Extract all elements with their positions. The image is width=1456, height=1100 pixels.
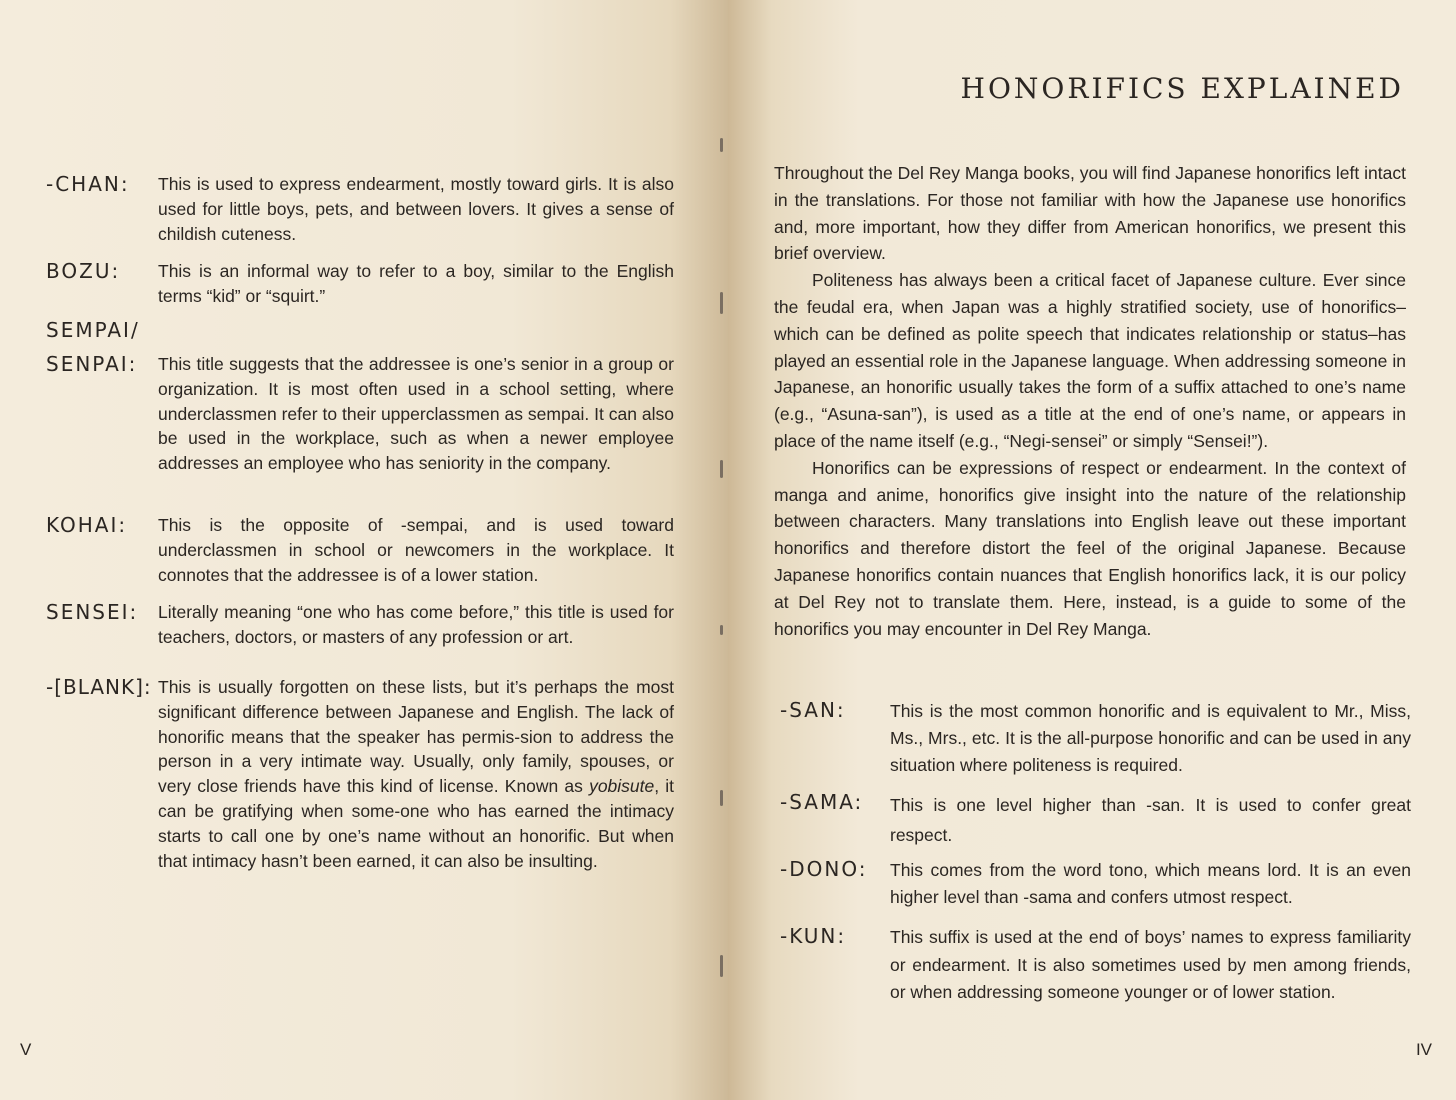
entry-term: -SAN: xyxy=(780,698,846,722)
entry-text-after: , it can be gratifying when some-one who has earned the intimacy starts to call one by one’s name without an honorific. But when that intimacy hasn’t been earned, it can also be insulting. xyxy=(158,776,675,871)
binding-stitch xyxy=(720,460,723,478)
entry-term: BOZU: xyxy=(46,259,121,283)
page-title: HONORIFICS EXPLAINED xyxy=(960,72,1404,105)
entry-description: This is an informal way to refer to a boy, similar to the English terms “kid” or “squirt.” xyxy=(158,261,674,306)
binding-stitch xyxy=(720,625,723,635)
entry-term: SENSEI: xyxy=(46,600,139,624)
binding-stitch xyxy=(720,138,723,152)
intro-paragraph: Throughout the Del Rey Manga books, you will find Japanese honorifics left intact in the translations. For those not familiar with how the Japanese use honorifics and, more important, how they differ from American honorifics, we present this brief overview. xyxy=(774,163,1406,264)
entry-description: This comes from the word tono, which means lord. It is an even higher level than -sama and confers utmost respect. xyxy=(890,860,1411,907)
intro-text xyxy=(774,160,1406,642)
page-number-right: IV xyxy=(1415,1040,1432,1059)
entry-description: This is used to express endearment, mostly toward girls. It is also used for little boys, pets, and between lovers. It gives a sense of childish cuteness. xyxy=(158,174,674,244)
entry-term: -CHAN: xyxy=(46,172,130,196)
binding-stitch xyxy=(720,790,723,806)
entry-term: -DONO: xyxy=(780,857,868,881)
entry-term: KOHAI: xyxy=(46,513,128,537)
entry-term: -SAMA: xyxy=(780,790,864,814)
intro-paragraph: Honorifics can be expressions of respect or endearment. In the context of manga and anime, honorifics give insight into the nature of the relationship between characters. Many translations into English leave out these important honorifics and therefore distort the feel of the original Japanese. Because Japanese honorifics contain nuances that English honorifics lack, it is our policy at Del Rey not to translate them. Here, instead, is a guide to some of the honorifics you may encounter in Del Rey Manga. xyxy=(774,457,1406,639)
entry-term: SEMPAI/ xyxy=(46,318,140,342)
page-number-left: V xyxy=(20,1040,32,1059)
entry-description: This is one level higher than -san. It is used to confer great respect. xyxy=(890,795,1411,845)
entry-text-before: This is usually forgotten on these lists, but it’s perhaps the most significant difference between Japanese and English. The lack of honorific means that the speaker has permis-sion to address the person in a very intimate way. Usually, only family, spouses, or very close friends have this kind of license. Known as xyxy=(158,677,674,797)
entry-description: This title suggests that the addressee is one’s senior in a group or organization. It is most often used in a school setting, where underclassmen refer to their upperclassmen as sempai. It can also be used in the workplace, such as when a newer employee addresses an employee who has seniority in the company. xyxy=(158,354,674,474)
entry-description xyxy=(158,675,674,873)
right-page xyxy=(728,0,1456,1100)
entry-description: This is the opposite of -sempai, and is used toward underclassmen in school or newcomers in the workplace. It connotes that the addressee is of a lower station. xyxy=(158,515,674,585)
entry-text-italic: yobisute xyxy=(589,776,655,797)
entry-term: -KUN: xyxy=(780,924,847,948)
entry-description: Literally meaning “one who has come before,” this title is used for teachers, doctors, or masters of any profession or art. xyxy=(158,602,674,647)
binding-stitch xyxy=(720,292,723,314)
entry-description: This is the most common honorific and is equivalent to Mr., Miss, Ms., Mrs., etc. It is the all-purpose honorific and can be used in any situation where politeness is required. xyxy=(890,701,1411,775)
entry-term: -[BLANK]: xyxy=(46,675,152,699)
entry-term-alt: SENPAI: xyxy=(46,352,138,376)
binding-stitch xyxy=(720,955,723,977)
entry-description: This suffix is used at the end of boys’ names to express familiarity or endearment. It is also sometimes used by men among friends, or when addressing someone younger or of lower station. xyxy=(890,927,1411,1002)
intro-paragraph: Politeness has always been a critical facet of Japanese culture. Ever since the feudal era, when Japan was a highly stratified society, use of honorifics–which can be defined as polite speech that indicates relationship or status–has played an essential role in the Japanese language. When addressing someone in Japanese, an honorific usually takes the form of a suffix attached to one’s name (e.g., “Asuna-san”), is used as a title at the end of one’s name, or appears in place of the name itself (e.g., “Negi-sensei” or simply “Sensei!”). xyxy=(774,270,1406,451)
